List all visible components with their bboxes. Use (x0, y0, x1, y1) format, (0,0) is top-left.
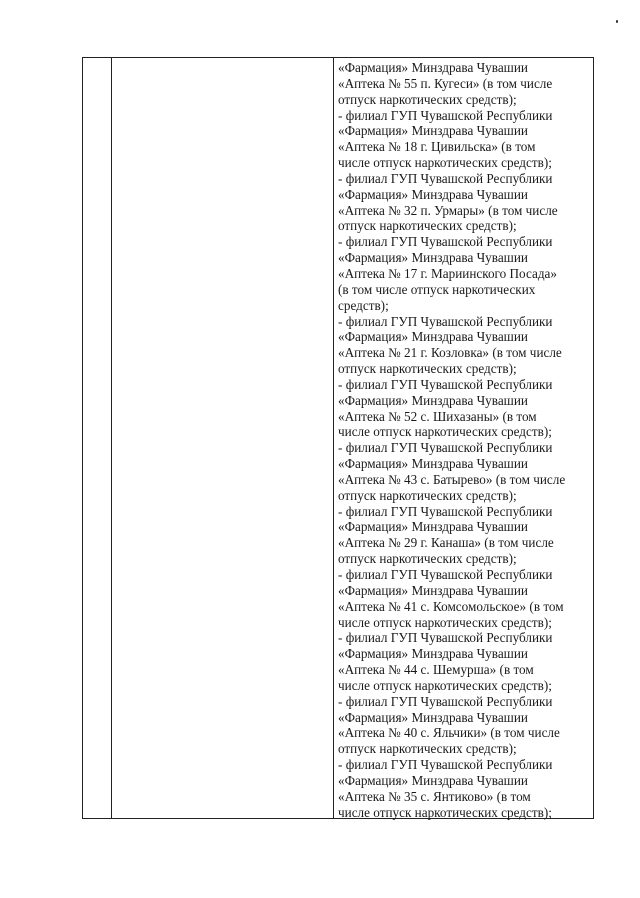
branch-text-line: «Фармация» Минздрава Чувашии (338, 519, 528, 535)
branch-text-line: «Фармация» Минздрава Чувашии (338, 646, 528, 662)
branch-text-line: (в том числе отпуск наркотических (338, 281, 536, 297)
branch-text-line: «Аптека № 43 с. Батырево» (в том числе (338, 471, 566, 487)
branch-text-line: отпуск наркотических средств); (338, 487, 517, 503)
branch-text-line: - филиал ГУП Чувашской Республики (338, 107, 553, 123)
branch-text-line: средств); (338, 297, 389, 313)
number-cell (83, 58, 111, 818)
name-cell (112, 58, 333, 818)
branch-text-line: числе отпуск наркотических средств); (338, 155, 552, 171)
branch-text-line: «Фармация» Минздрава Чувашии (338, 123, 528, 139)
branch-text-line: числе отпуск наркотических средств); (338, 424, 552, 440)
branch-text-line: «Фармация» Минздрава Чувашии (338, 582, 528, 598)
branch-text-line: - филиал ГУП Чувашской Республики (338, 630, 553, 646)
branch-text-line: «Аптека № 55 п. Кугеси» (в том числе (338, 75, 553, 91)
branch-text-line: «Аптека № 21 г. Козловка» (в том числе (338, 345, 562, 361)
branch-text-line: «Фармация» Минздрава Чувашии (338, 329, 528, 345)
branch-text-line: «Аптека № 29 г. Канаша» (в том числе (338, 535, 554, 551)
branch-text-line: «Аптека № 32 п. Урмары» (в том числе (338, 202, 558, 218)
branch-text-line: «Фармация» Минздрава Чувашии (338, 60, 528, 75)
branch-text-line: «Фармация» Минздрава Чувашии (338, 392, 528, 408)
branch-text-line: числе отпуск наркотических средств); (338, 804, 552, 820)
branch-text-line: «Аптека № 44 с. Шемурша» (в том (338, 662, 534, 678)
branch-text-line: «Аптека № 41 с. Комсомольское» (в том (338, 598, 564, 614)
branch-text-line: «Фармация» Минздрава Чувашии (338, 772, 528, 788)
pharmacy-table (82, 57, 594, 819)
branch-text-line: отпуск наркотических средств); (338, 361, 517, 377)
branch-text-line: «Аптека № 35 с. Янтиково» (в том (338, 788, 531, 804)
branch-text-line: - филиал ГУП Чувашской Республики (338, 567, 553, 582)
branch-text-line: «Аптека № 52 с. Шихазаны» (в том (338, 408, 537, 424)
branch-list-cell (338, 60, 590, 821)
branch-text-line: «Фармация» Минздрава Чувашии (338, 186, 528, 202)
branch-text-line: - филиал ГУП Чувашской Республики (338, 693, 553, 709)
branch-text-line: «Фармация» Минздрава Чувашии (338, 250, 528, 266)
branch-text-line: отпуск наркотических средств); (338, 218, 517, 234)
branch-text-line: - филиал ГУП Чувашской Республики (338, 376, 553, 392)
branch-text-line: «Аптека № 17 г. Мариинского Посада» (338, 265, 557, 281)
branch-text-line: отпуск наркотических средств); (338, 551, 517, 567)
column-divider (333, 58, 334, 818)
branch-text-line: «Фармация» Минздрава Чувашии (338, 709, 528, 725)
branch-text-line: - филиал ГУП Чувашской Республики (338, 757, 553, 773)
branch-text-line: - филиал ГУП Чувашской Республики (338, 313, 553, 329)
branch-text-line: - филиал ГУП Чувашской Республики (338, 234, 553, 250)
scan-speck (616, 20, 618, 23)
branch-text-line: - филиал ГУП Чувашской Республики (338, 440, 553, 456)
branch-text-line: - филиал ГУП Чувашской Республики (338, 503, 553, 519)
branch-text-line: числе отпуск наркотических средств); (338, 614, 552, 630)
branch-text-line: «Фармация» Минздрава Чувашии (338, 456, 528, 472)
branch-text-line: числе отпуск наркотических средств); (338, 677, 552, 693)
branch-text-line: отпуск наркотических средств); (338, 741, 517, 757)
branch-text-line: «Аптека № 40 с. Яльчики» (в том числе (338, 725, 560, 741)
branch-text-line: отпуск наркотических средств); (338, 91, 517, 107)
branch-text-line: «Аптека № 18 г. Цивильска» (в том (338, 139, 536, 155)
branch-text-line: - филиал ГУП Чувашской Республики (338, 170, 553, 186)
